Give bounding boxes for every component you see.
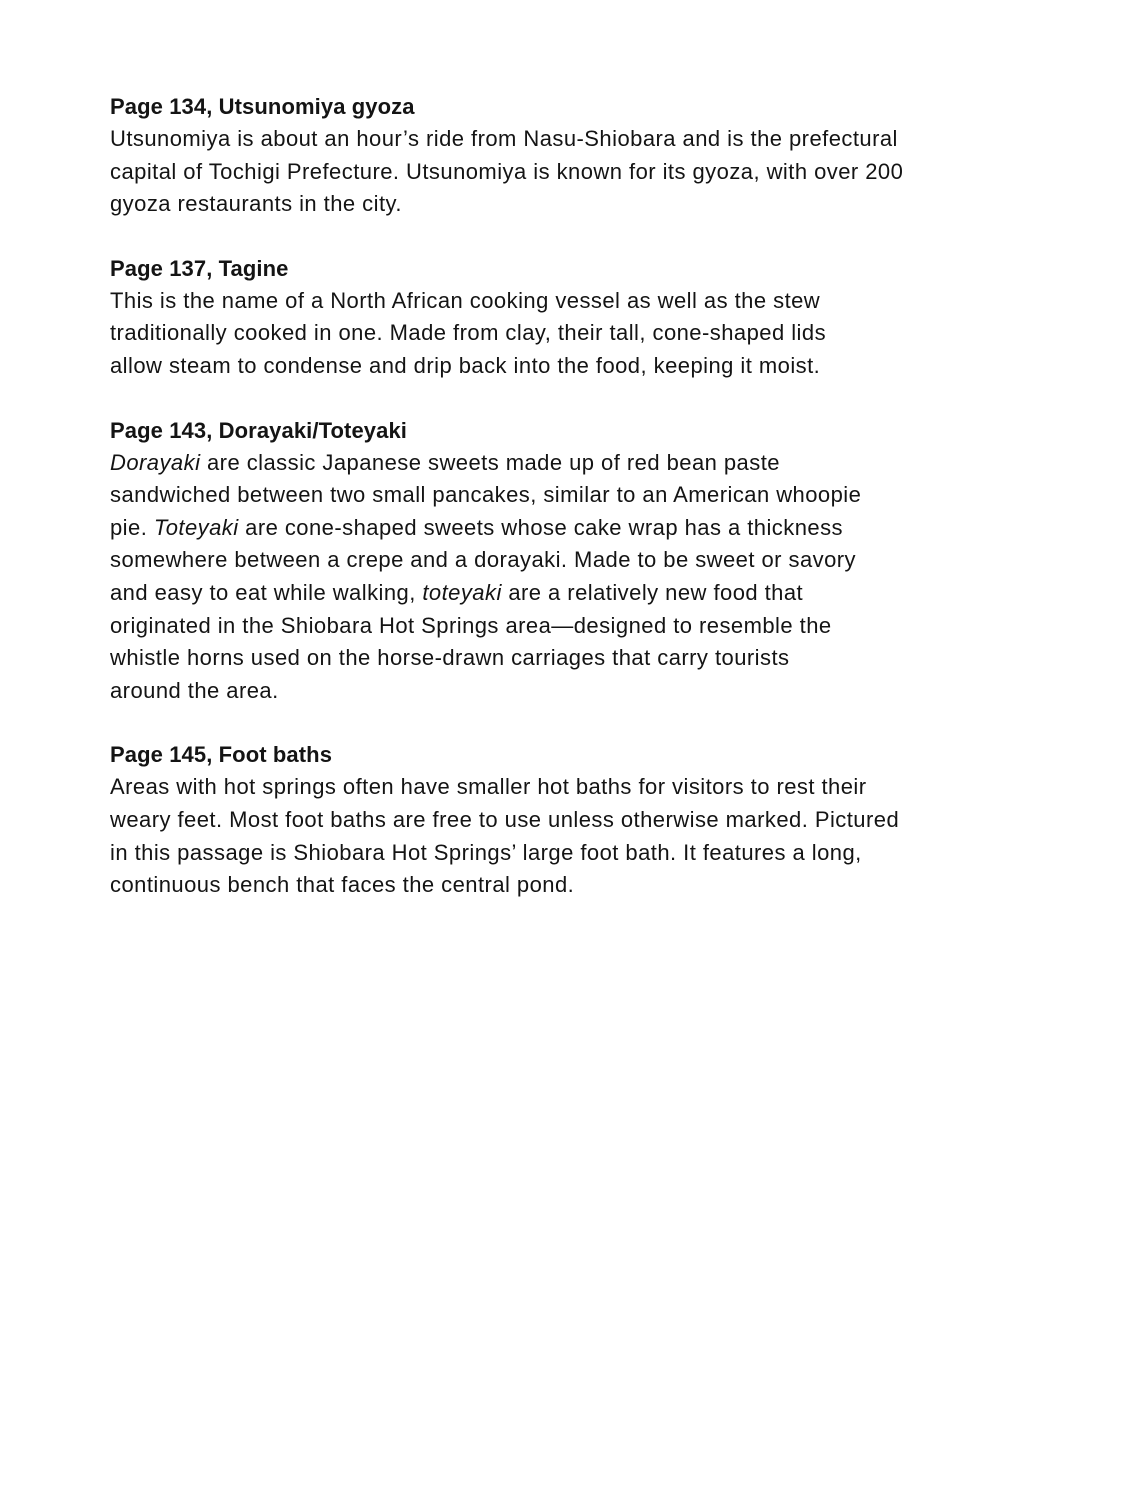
entry-utsunomiya-gyoza [110, 91, 1050, 221]
body-line: around the area. [110, 677, 279, 703]
entry-dorayaki-toteyaki [110, 415, 1050, 708]
entry-title: Page 134, Utsunomiya gyoza [110, 94, 415, 119]
body-line: gyoza restaurants in the city. [110, 191, 402, 217]
entry-body [110, 123, 1050, 221]
body-line: Dorayaki are classic Japanese sweets made up of red bean paste [110, 449, 780, 475]
italic-term: Toteyaki [153, 514, 239, 540]
body-line: pie. Toteyaki are cone-shaped sweets whose cake wrap has a thickness [110, 514, 843, 540]
body-line: traditionally cooked in one. Made from clay, their tall, cone-shaped lids [110, 320, 827, 346]
italic-term: toteyaki [422, 579, 502, 605]
body-line: originated in the Shiobara Hot Springs area—designed to resemble the [110, 612, 832, 638]
entry-tagine [110, 253, 1050, 383]
body-line: capital of Tochigi Prefecture. Utsunomiya is known for its gyoza, with over 200 [110, 158, 904, 184]
entry-body [110, 285, 1050, 383]
body-line: continuous bench that faces the central pond. [110, 872, 575, 898]
body-line: and easy to eat while walking, toteyaki are a relatively new food that [110, 579, 804, 605]
entry-body [110, 447, 1050, 708]
entry-title: Page 145, Foot baths [110, 742, 333, 768]
body-line: in this passage is Shiobara Hot Springs’ large foot bath. It features a long, [110, 839, 862, 865]
entry-title: Page 137, Tagine [110, 255, 289, 281]
body-line: somewhere between a crepe and a dorayaki. Made to be sweet or savory [110, 547, 856, 573]
entry-title: Page 143, Dorayaki/Toteyaki [110, 417, 408, 443]
entry-foot-baths [110, 739, 1050, 901]
entry-body [110, 771, 1050, 901]
body-line: whistle horns used on the horse-drawn carriages that carry tourists [110, 645, 790, 671]
body-line: Areas with hot springs often have smaller hot baths for visitors to rest their [110, 774, 867, 800]
italic-term: Dorayaki [110, 449, 201, 475]
body-line: This is the name of a North African cooking vessel as well as the stew [110, 287, 821, 313]
document-page [110, 91, 1050, 934]
body-line: sandwiched between two small pancakes, similar to an American whoopie [110, 482, 862, 508]
body-line: Utsunomiya is about an hour’s ride from Nasu-Shiobara and is the prefectural [110, 126, 898, 151]
body-line: weary feet. Most foot baths are free to use unless otherwise marked. Pictured [110, 806, 900, 832]
body-line: allow steam to condense and drip back into the food, keeping it moist. [110, 352, 821, 378]
